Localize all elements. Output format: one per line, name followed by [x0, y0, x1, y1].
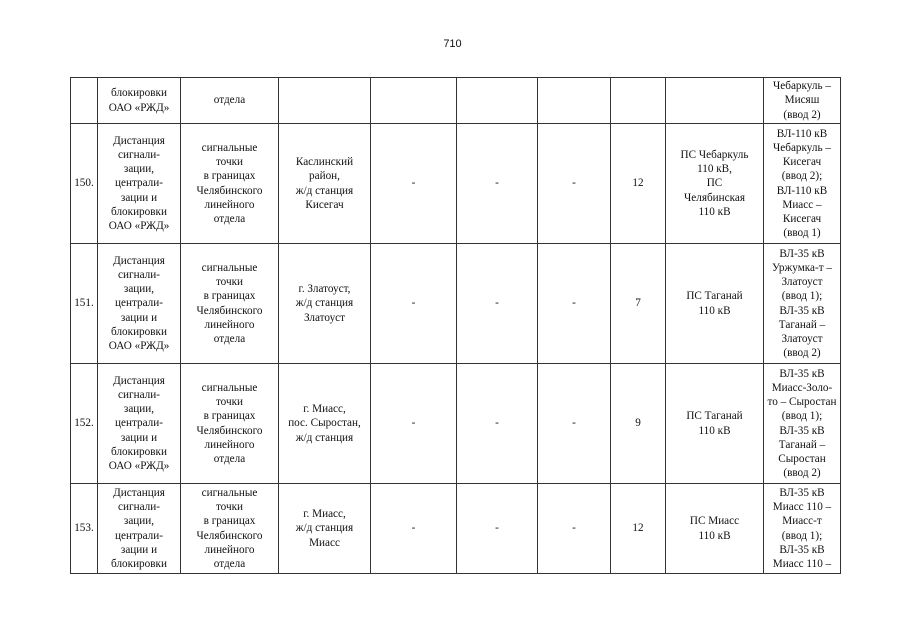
table-body: [71, 78, 841, 574]
cell-line: зации,: [123, 515, 155, 528]
cell-line: блокировки: [111, 325, 167, 338]
cell-line: г. Миасс,: [303, 403, 346, 416]
cell-line: отдела: [213, 332, 246, 345]
cell-line: линейного: [204, 198, 255, 211]
cell-number: 151.: [71, 244, 98, 364]
cell-line: линейного: [204, 543, 255, 556]
cell-col6: [457, 78, 538, 124]
cell-location: [279, 124, 371, 244]
cell-line: Сыростан: [778, 452, 826, 465]
cell-line: Кисегач: [782, 212, 822, 225]
page-number: 710: [443, 38, 462, 50]
cell-line: зации,: [123, 403, 155, 416]
cell-line: ж/д станция: [295, 522, 354, 535]
cell-line: блокировки: [111, 445, 167, 458]
cell-line: ОАО «РЖД»: [108, 101, 170, 114]
cell-line: ж/д станция: [295, 297, 354, 310]
cell-location: [279, 364, 371, 484]
cell-line: Миасс-т: [782, 515, 822, 528]
cell-line: в границах: [203, 170, 256, 183]
table-row: [71, 244, 841, 364]
cell-line: (ввод 1): [783, 227, 821, 240]
table-row: [71, 124, 841, 244]
cell-line: Челябинского: [196, 529, 263, 542]
cell-line: Чебаркуль –: [773, 141, 831, 154]
cell-line: пос. Сыростан,: [288, 417, 361, 430]
cell-line: ОАО «РЖД»: [108, 340, 170, 352]
cell-line: сигнальные: [201, 486, 258, 499]
cell-line: ВЛ-110 кВ: [776, 184, 828, 197]
cell-line: 110 кВ: [698, 205, 731, 218]
cell-line: централи-: [115, 297, 163, 310]
cell-substation: [666, 78, 764, 124]
cell-line: сигнали-: [118, 388, 160, 401]
cell-line: ВЛ-35 кВ: [779, 304, 825, 317]
cell-col5: -: [371, 484, 457, 574]
cell-col6: -: [457, 244, 538, 364]
cell-location: [279, 484, 371, 574]
cell-line: Дистанция: [113, 486, 165, 499]
cell-line: зации и: [120, 191, 158, 204]
cell-objects: [181, 484, 279, 574]
cell-number: [71, 78, 98, 124]
cell-line: Кисегач: [305, 198, 344, 211]
cell-organization: [98, 484, 181, 574]
cell-line: линейного: [204, 318, 255, 331]
table-row: [71, 78, 841, 124]
cell-line: Миасс: [309, 536, 340, 549]
cell-line: блокировки: [111, 205, 167, 218]
cell-line: ПС: [706, 177, 723, 190]
cell-line: ПС Чебаркуль: [680, 148, 749, 161]
cell-line: централи-: [115, 177, 163, 190]
cell-line: Дистанция: [113, 254, 165, 267]
cell-line: (ввод 2): [783, 347, 821, 360]
cell-col7: -: [538, 484, 611, 574]
cell-col6: -: [457, 364, 538, 484]
cell-line: точки: [215, 501, 244, 514]
cell-line: 110 кВ,: [697, 163, 732, 176]
cell-power-lines: [764, 244, 841, 364]
cell-col8: 12: [611, 484, 666, 574]
cell-line: сигнали-: [118, 501, 160, 514]
cell-col7: [538, 78, 611, 124]
cell-line: ВЛ-110 кВ: [776, 127, 828, 140]
cell-line: Мисяш: [784, 94, 820, 107]
cell-line: Таганай –: [778, 438, 826, 451]
cell-line: ВЛ-35 кВ: [779, 486, 825, 499]
cell-line: ОАО «РЖД»: [108, 460, 170, 472]
cell-col7: -: [538, 364, 611, 484]
cell-line: 110 кВ: [698, 424, 731, 437]
cell-substation: [666, 244, 764, 364]
cell-line: ПС Миасс: [689, 515, 740, 528]
cell-organization: [98, 364, 181, 484]
cell-line: ПС Таганай: [686, 290, 743, 303]
cell-line: Челябинского: [196, 184, 263, 197]
cell-objects: [181, 78, 279, 124]
cell-col5: [371, 78, 457, 124]
cell-line: зации и: [120, 543, 158, 556]
cell-line: централи-: [115, 529, 163, 542]
cell-line: в границах: [203, 290, 256, 303]
cell-organization: [98, 124, 181, 244]
cell-col7: -: [538, 124, 611, 244]
cell-organization: [98, 78, 181, 124]
cell-line: сигнали-: [118, 148, 160, 161]
cell-substation: [666, 124, 764, 244]
cell-line: ж/д станция: [295, 184, 354, 197]
cell-line: сигнальные: [201, 261, 258, 274]
cell-col8: [611, 78, 666, 124]
cell-line: Миасс 110 –: [772, 501, 832, 514]
cell-location: [279, 244, 371, 364]
cell-line: в границах: [203, 410, 256, 423]
cell-line: Челябинского: [196, 304, 263, 317]
cell-line: сигнали-: [118, 268, 160, 281]
cell-line: точки: [215, 276, 244, 289]
cell-line: Кисегач: [782, 156, 822, 169]
cell-line: зации,: [123, 163, 155, 176]
cell-line: сигнальные: [201, 381, 258, 394]
cell-line: ОАО «РЖД»: [108, 220, 170, 232]
cell-line: Дистанция: [113, 134, 165, 147]
cell-line: в границах: [203, 515, 256, 528]
cell-objects: [181, 244, 279, 364]
cell-line: отдела: [213, 452, 246, 465]
cell-line: сигнальные: [201, 141, 258, 154]
cell-line: Златоуст: [781, 332, 823, 345]
cell-line: отдела: [213, 212, 246, 225]
cell-col8: 12: [611, 124, 666, 244]
cell-line: 110 кВ: [698, 304, 731, 317]
cell-line: район,: [309, 170, 340, 183]
cell-line: Таганай –: [778, 318, 826, 331]
cell-substation: [666, 364, 764, 484]
document-table: [70, 77, 841, 574]
cell-objects: [181, 124, 279, 244]
cell-line: г. Златоуст,: [298, 283, 351, 296]
cell-line: Миасс-Золо-: [771, 381, 833, 394]
cell-col7: -: [538, 244, 611, 364]
cell-line: (ввод 2);: [781, 170, 823, 183]
cell-line: ВЛ-35 кВ: [779, 247, 825, 260]
cell-line: (ввод 2): [783, 108, 821, 121]
cell-line: то – Сыростан: [767, 396, 837, 409]
cell-line: линейного: [204, 438, 255, 451]
cell-line: Каслинский: [295, 156, 354, 169]
cell-col6: -: [457, 124, 538, 244]
cell-line: (ввод 2): [783, 467, 821, 480]
cell-line: ВЛ-35 кВ: [779, 367, 825, 380]
cell-line: отдела: [213, 557, 246, 570]
cell-col8: 9: [611, 364, 666, 484]
cell-line: (ввод 1);: [781, 529, 823, 542]
cell-line: Миасс –: [782, 198, 822, 211]
cell-col8: 7: [611, 244, 666, 364]
cell-line: блокировки: [111, 87, 167, 100]
cell-number: 153.: [71, 484, 98, 574]
cell-line: (ввод 1);: [781, 290, 823, 303]
cell-line: ПС Таганай: [686, 410, 743, 423]
cell-col5: -: [371, 244, 457, 364]
cell-line: Челябинского: [196, 424, 263, 437]
cell-line: ж/д станция: [295, 431, 354, 444]
cell-line: точки: [215, 156, 244, 169]
table-row: [71, 364, 841, 484]
cell-line: Златоуст: [781, 276, 823, 289]
cell-line: точки: [215, 396, 244, 409]
cell-power-lines: [764, 484, 841, 574]
cell-line: 110 кВ: [698, 529, 731, 542]
cell-power-lines: [764, 364, 841, 484]
cell-line: г. Миасс,: [303, 508, 346, 521]
cell-line: ВЛ-35 кВ: [779, 543, 825, 556]
cell-line: (ввод 1);: [781, 410, 823, 423]
cell-substation: [666, 484, 764, 574]
cell-line: зации и: [120, 431, 158, 444]
cell-objects: [181, 364, 279, 484]
cell-line: централи-: [115, 417, 163, 430]
cell-line: Чебаркуль –: [773, 80, 831, 93]
cell-line: Челябинская: [684, 191, 745, 204]
cell-line: ВЛ-35 кВ: [779, 424, 825, 437]
cell-location: [279, 78, 371, 124]
cell-power-lines: [764, 124, 841, 244]
cell-number: 150.: [71, 124, 98, 244]
cell-line: зации и: [120, 311, 158, 324]
cell-line: Златоуст: [303, 311, 346, 324]
cell-line: Дистанция: [113, 374, 165, 387]
cell-organization: [98, 244, 181, 364]
cell-line: Уржумка-т –: [771, 261, 833, 274]
cell-line: отдела: [213, 94, 246, 107]
cell-line: зации,: [123, 283, 155, 296]
cell-col6: -: [457, 484, 538, 574]
cell-col5: -: [371, 364, 457, 484]
cell-col5: -: [371, 124, 457, 244]
cell-line: Миасс 110 –: [772, 557, 832, 570]
cell-number: 152.: [71, 364, 98, 484]
cell-line: блокировки: [111, 557, 167, 570]
table-row: [71, 484, 841, 574]
cell-power-lines: [764, 78, 841, 124]
